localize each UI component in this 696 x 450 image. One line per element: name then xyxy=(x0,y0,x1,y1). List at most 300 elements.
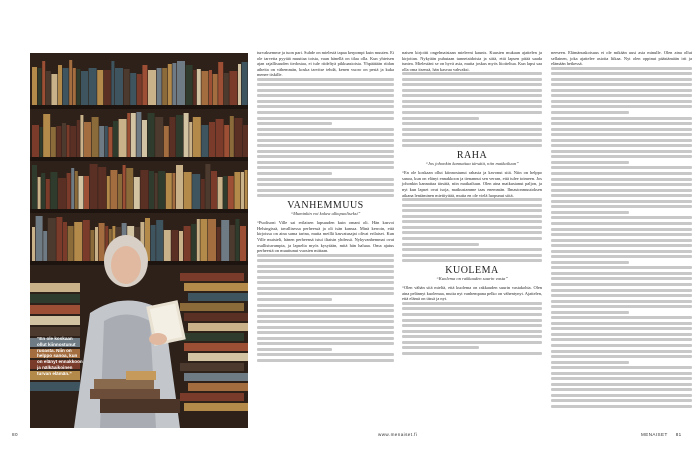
text-line xyxy=(257,276,394,279)
book-spine xyxy=(36,216,43,261)
text-line xyxy=(551,283,692,286)
book-spine xyxy=(68,226,74,261)
book-spine xyxy=(58,178,66,209)
book-spine xyxy=(217,227,221,261)
text-line xyxy=(402,89,542,92)
brand-name: MENAISET xyxy=(641,432,668,437)
text-line xyxy=(551,316,692,319)
book-spine xyxy=(158,171,165,209)
text-line xyxy=(257,83,394,86)
book-spine xyxy=(245,170,248,209)
text-line xyxy=(551,244,692,247)
book-spine xyxy=(142,120,147,157)
book-spine xyxy=(127,113,130,157)
text-line xyxy=(402,346,479,349)
text-line xyxy=(551,366,692,369)
book-spine xyxy=(197,69,201,105)
column1-text-lines-b xyxy=(257,254,394,362)
text-line xyxy=(257,337,394,340)
text-line xyxy=(402,83,542,86)
book-spine xyxy=(84,122,91,157)
text-line xyxy=(402,204,542,207)
text-line xyxy=(257,189,394,192)
column2-body-2: “Olen vähän sitä mieltä, että kuolema on rakkauden suurin vastakohta. Olen aina pelännyt kuolemaa, mutta nyt vanhempana pelko on vähentynyt. Ajattelen, että elämä on tässä ja nyt. xyxy=(402,285,542,302)
column1-text-lines-a xyxy=(257,78,394,197)
section-heading-raha: RAHA xyxy=(456,150,488,162)
text-line xyxy=(257,315,394,318)
text-line xyxy=(402,243,479,246)
section-heading-kuolema: KUOLEMA xyxy=(445,265,499,277)
book-spine xyxy=(216,119,224,157)
text-line xyxy=(551,394,692,397)
text-line xyxy=(402,259,542,262)
book-spine xyxy=(97,70,103,105)
book-spine xyxy=(84,176,89,209)
text-line xyxy=(551,189,692,192)
column2-text-lines-b xyxy=(402,198,542,262)
text-line xyxy=(402,215,542,218)
book-spine xyxy=(240,226,246,261)
section-quote-vanhemmuus: “Muminkin voi kokea ulkopuoliseksi” xyxy=(290,210,361,216)
text-line xyxy=(551,94,692,97)
book-stack-item xyxy=(188,353,248,361)
text-line xyxy=(551,89,692,92)
book-spine xyxy=(83,220,90,261)
text-line xyxy=(257,117,394,120)
column1-top-text: turvaksemme ja tuon pari. Suhde on mielestä tapaa kerpompi kuin muuten. Ei ole tarvetta pyytää muuttaa toista, vaan hänellä on tilaa olla. Kun yhteisen ajan rajallisuuden tiedostaa, ei tule riideltyä pikkuasioista. Yhpäätään riidan aiheita on vähemmän, koska tarvitse tehdä, kenen vuoro on pestä ja kuka menee tiskille. xyxy=(257,50,394,78)
book-spine xyxy=(172,63,176,105)
book-spine xyxy=(69,60,72,105)
text-line xyxy=(551,155,692,158)
book-spine xyxy=(90,230,94,261)
book-spine xyxy=(205,164,210,209)
site-url: www.menaiset.fi xyxy=(378,432,418,437)
text-line xyxy=(551,305,692,308)
book-spine xyxy=(110,170,117,209)
section-heading-vanhemmuus: VANHEMMUUS xyxy=(287,200,364,212)
book-spine xyxy=(58,65,62,105)
text-line xyxy=(257,128,394,131)
book-spine xyxy=(157,68,162,105)
column3-text-lines-a xyxy=(551,67,692,408)
text-line xyxy=(402,209,542,212)
text-line xyxy=(257,144,394,147)
text-line xyxy=(402,105,542,108)
text-line xyxy=(257,155,394,158)
text-line xyxy=(402,330,542,333)
folio-right xyxy=(641,432,682,437)
text-line xyxy=(402,324,542,327)
text-line xyxy=(551,255,692,258)
text-line xyxy=(402,335,542,338)
book-spine xyxy=(229,71,237,105)
book-spine xyxy=(201,71,208,105)
text-line xyxy=(257,342,394,345)
text-line xyxy=(257,172,332,175)
column3-top-text: neeseen. Elämänuskoisuus ei ole mikään uusi asia minulle. Olen aina ollut sellainen, joka ajattelee asioita liikaa. Nyt olen oppinut päästämään irti ja elämään hetkessä. xyxy=(551,50,692,67)
book-spine xyxy=(67,173,71,209)
text-line xyxy=(551,211,629,214)
text-line xyxy=(402,307,542,310)
book-spine xyxy=(155,117,163,157)
book-spine xyxy=(32,227,35,261)
text-line xyxy=(551,277,692,280)
text-line xyxy=(402,341,542,344)
book-spine xyxy=(208,219,216,261)
text-line xyxy=(551,377,692,380)
book-spine xyxy=(43,231,47,261)
text-line xyxy=(402,237,542,240)
book-spine xyxy=(113,121,118,157)
section-quote-raha: “Jos johonkin kannattaa tärsätä, niin matkailuun” xyxy=(425,160,519,166)
text-line xyxy=(551,183,692,186)
text-line xyxy=(257,309,394,312)
book-spine xyxy=(224,125,229,157)
text-line xyxy=(551,67,692,70)
book-spine xyxy=(38,68,42,105)
book-spine xyxy=(81,71,88,105)
book-spine xyxy=(166,173,172,209)
text-line xyxy=(551,111,629,114)
book-spine xyxy=(123,165,126,209)
book-stack-item xyxy=(188,383,248,391)
text-line xyxy=(257,292,394,295)
text-line xyxy=(257,304,394,307)
book-spine xyxy=(134,177,140,209)
book-spine xyxy=(172,173,175,209)
book-spine xyxy=(70,126,76,157)
text-column-2 xyxy=(402,50,542,357)
book-stack-item xyxy=(30,305,80,314)
text-line xyxy=(551,144,692,147)
text-line xyxy=(551,222,692,225)
book-spine xyxy=(169,117,175,157)
book-spine xyxy=(177,61,185,105)
page-number-left: 80 xyxy=(12,432,18,437)
book-spine xyxy=(209,122,215,157)
text-line xyxy=(402,133,542,136)
book-spine xyxy=(162,68,167,105)
book-spine xyxy=(111,61,114,105)
book-spine xyxy=(62,123,66,157)
book-spine xyxy=(243,125,248,157)
text-line xyxy=(402,139,542,142)
text-line xyxy=(402,100,542,103)
text-line xyxy=(257,281,394,284)
book-spine xyxy=(223,176,227,209)
column2-text-lines-c xyxy=(402,302,542,355)
photo-caption: “En ole koskaan ollut kiinnostunut ruoasta. Niin on helppo sanoa, kun on elänyt ennakkoon ja nälkäaikoinen turvan elämän.” xyxy=(37,336,83,376)
text-line xyxy=(402,302,542,305)
text-line xyxy=(551,294,692,297)
book-spine xyxy=(32,67,37,105)
book-spine xyxy=(197,219,200,261)
text-line xyxy=(551,261,629,264)
text-line xyxy=(402,78,542,81)
text-line xyxy=(402,231,542,234)
text-line xyxy=(551,100,692,103)
book-spine xyxy=(191,224,196,261)
book-spine xyxy=(95,227,98,261)
book-spine xyxy=(92,117,99,157)
book-spine xyxy=(99,223,105,261)
book-spine xyxy=(46,71,51,105)
book-spine xyxy=(108,127,112,157)
text-line xyxy=(257,287,394,290)
book-spine xyxy=(148,70,156,105)
text-line xyxy=(551,289,692,292)
book-spine xyxy=(211,171,217,209)
text-line xyxy=(257,254,394,257)
page-number-right: 81 xyxy=(675,432,682,437)
book-spine xyxy=(107,176,110,209)
book-spine xyxy=(234,172,240,209)
book-spine xyxy=(155,173,158,209)
book-spine xyxy=(46,179,50,209)
book-spine xyxy=(193,70,196,105)
book-spine xyxy=(200,219,207,261)
book-spine xyxy=(73,68,76,105)
book-spine xyxy=(230,116,234,157)
book-spine xyxy=(176,115,183,157)
book-spine xyxy=(104,70,111,105)
text-line xyxy=(551,372,692,375)
text-line xyxy=(257,194,394,197)
book-spine xyxy=(51,127,56,157)
text-line xyxy=(257,265,394,268)
text-line xyxy=(551,250,692,253)
book-stack-item xyxy=(180,273,244,281)
book-spine xyxy=(76,69,80,105)
book-spine xyxy=(201,179,205,209)
text-line xyxy=(257,166,394,169)
book-spine xyxy=(130,73,136,105)
text-line xyxy=(402,94,542,97)
column2-top-text: naisen kirjoitti ongelmaistaan mieleeni kaunis. Kuusien mukaan ajattelen ja kirjoitan. Nykyään puhutaan tunnetaidoista ja siitä, että lapsen pitää saada tuntea. Mielestäni se on hyvä asia, mutta joskus myös liioiteltua. Kun lapsi saa olla oma itsensä, hän kasvaa vahvaksi. xyxy=(402,50,542,72)
book-stack-item xyxy=(184,343,248,351)
text-line xyxy=(551,133,692,136)
text-line xyxy=(257,298,332,301)
book-spine xyxy=(67,125,70,157)
text-line xyxy=(402,226,542,229)
text-line xyxy=(551,194,692,197)
book-spine xyxy=(201,125,208,157)
text-column-3 xyxy=(551,50,692,411)
book-spine xyxy=(48,218,56,261)
book-spine xyxy=(32,165,37,209)
book-stack-item xyxy=(188,293,248,301)
book-stack-item xyxy=(180,303,244,311)
book-spine xyxy=(105,126,108,157)
book-spine xyxy=(115,68,123,105)
book-spine xyxy=(168,64,172,105)
text-line xyxy=(551,338,692,341)
book-spine xyxy=(228,176,234,209)
text-line xyxy=(551,327,692,330)
book-spine xyxy=(63,68,69,105)
text-line xyxy=(402,72,542,75)
book-spine xyxy=(56,217,62,261)
book-spine xyxy=(74,222,82,261)
text-line xyxy=(551,72,692,75)
book-spine xyxy=(43,114,50,157)
book-spine xyxy=(186,65,193,105)
text-line xyxy=(257,270,394,273)
book-stack-item xyxy=(184,313,248,321)
text-line xyxy=(402,144,542,147)
text-line xyxy=(402,352,542,355)
text-line xyxy=(402,313,542,316)
book-spine xyxy=(126,168,133,209)
book-spine xyxy=(40,127,43,157)
text-line xyxy=(551,216,692,219)
book-spine xyxy=(50,172,57,209)
text-line xyxy=(551,233,692,236)
text-line xyxy=(551,355,692,358)
text-line xyxy=(551,300,692,303)
book-spine xyxy=(156,220,163,261)
book-spine xyxy=(56,126,61,157)
shelf-board xyxy=(30,105,248,109)
text-line xyxy=(257,331,394,334)
book-spine xyxy=(41,173,45,209)
text-line xyxy=(257,94,394,97)
book-spine xyxy=(51,74,57,105)
text-line xyxy=(551,178,692,181)
book-stack-item xyxy=(184,403,248,411)
book-spine xyxy=(184,172,192,209)
book-spine xyxy=(89,68,97,105)
book-spine xyxy=(230,225,235,261)
book-spine xyxy=(136,112,141,157)
text-line xyxy=(402,220,542,223)
text-line xyxy=(551,205,692,208)
text-line xyxy=(551,344,692,347)
text-line xyxy=(551,105,692,108)
text-line xyxy=(551,83,692,86)
book-spine xyxy=(131,113,136,157)
text-line xyxy=(402,319,542,322)
text-column-1 xyxy=(257,50,394,365)
text-line xyxy=(257,348,332,351)
book-spine xyxy=(242,62,248,105)
text-line xyxy=(551,161,629,164)
text-line xyxy=(257,359,394,362)
text-line xyxy=(402,254,542,257)
book-spine xyxy=(42,61,45,105)
book-stack-item xyxy=(184,283,248,291)
book-spine xyxy=(164,126,169,157)
text-line xyxy=(257,320,394,323)
text-line xyxy=(551,122,692,125)
portrait-photo xyxy=(30,53,248,428)
book-spine xyxy=(142,65,147,105)
text-line xyxy=(551,311,629,314)
text-line xyxy=(551,405,692,408)
book-spine xyxy=(98,167,106,209)
book-spine xyxy=(90,164,98,209)
text-line xyxy=(551,361,629,364)
book-spine xyxy=(209,70,212,105)
shelf-board xyxy=(30,209,248,213)
text-line xyxy=(551,200,692,203)
text-line xyxy=(551,388,692,391)
text-line xyxy=(551,266,692,269)
text-line xyxy=(551,272,692,275)
book-stack-item xyxy=(188,323,248,331)
text-line xyxy=(257,89,394,92)
book-stack-item xyxy=(180,393,244,401)
column2-text-lines-a xyxy=(402,72,542,147)
text-line xyxy=(551,128,692,131)
book-spine xyxy=(99,126,104,157)
book-spine xyxy=(63,222,67,261)
text-line xyxy=(257,259,394,262)
text-line xyxy=(402,111,542,114)
book-spine xyxy=(189,122,192,157)
book-spine xyxy=(32,125,39,157)
book-stack-item xyxy=(30,316,80,325)
text-line xyxy=(551,322,692,325)
column1-body: “Puolisoni Ville sai erilaisen lapsuuden kuin omani oli. Hän kasvoi Helsingissä, tavallisessa perheessä ja oli isän kanssa. Minä kerroin, että kirjoissa on aina sama tarina, mutta meillä kasvatusajat olivat erilaiset. Kun Ville muisteli, hänen perheensä istui iltaisin yhdessä. Nykyvanhemmat ovat osallistuvampia, ja lapselta myös kysytään, mitä hän haluaa. Oma ajatus perheestä on muuttunut vuosien mittaan. xyxy=(257,220,394,254)
book-spine xyxy=(140,170,148,209)
text-line xyxy=(551,333,692,336)
book-spine xyxy=(235,219,239,261)
book-spine xyxy=(80,115,83,157)
text-line xyxy=(257,178,394,181)
book-spine xyxy=(241,172,244,209)
book-spine xyxy=(184,113,189,157)
book-spine xyxy=(171,230,178,261)
text-line xyxy=(257,353,394,356)
book-spine xyxy=(78,176,83,209)
book-spine xyxy=(213,74,218,105)
text-line xyxy=(402,248,542,251)
column2-body: “En ole koskaan ollut kiinnostunut rahasta ja kavonut sitä. Niin on helppo sanoa, kun on elänyt ennakkoon ja tienannut sen verran, että tulee toimeen. Jos johonkin kannattaa tärsätä, niin matkailuun. Olen aina matkustanut paljon, ja nyt kun lapset ovat isoja, matkustamme taas enemmän. Ilmastonmuutoksen aikana lentäminen mietityttää, mutta en ole vielä luopunut siitä. xyxy=(402,170,542,198)
text-line xyxy=(551,239,692,242)
book-stack-item xyxy=(30,327,80,336)
book-spine xyxy=(234,118,242,157)
text-line xyxy=(551,399,692,402)
book-spine xyxy=(75,171,78,209)
text-line xyxy=(402,128,542,131)
book-stack-item xyxy=(180,363,244,371)
text-line xyxy=(257,326,394,329)
book-spine xyxy=(71,168,74,209)
shelf-board xyxy=(30,157,248,161)
text-line xyxy=(257,161,394,164)
text-line xyxy=(551,228,692,231)
text-line xyxy=(402,198,542,201)
text-line xyxy=(257,78,394,81)
text-line xyxy=(551,166,692,169)
text-line xyxy=(551,383,692,386)
text-line xyxy=(551,150,692,153)
text-line xyxy=(402,117,479,120)
book-spine xyxy=(149,171,154,209)
book-spine xyxy=(164,230,171,261)
book-spine xyxy=(224,73,229,105)
book-stack-item xyxy=(30,294,80,303)
text-line xyxy=(402,122,542,125)
book-stack-item xyxy=(30,283,80,292)
text-line xyxy=(257,105,394,108)
book-stack-item xyxy=(180,333,244,341)
book-spine xyxy=(38,177,41,209)
text-line xyxy=(551,172,692,175)
section-quote-kuolema: “Kuolema on rakkauden suurin vasta” xyxy=(436,275,508,281)
book-spine xyxy=(77,120,80,157)
